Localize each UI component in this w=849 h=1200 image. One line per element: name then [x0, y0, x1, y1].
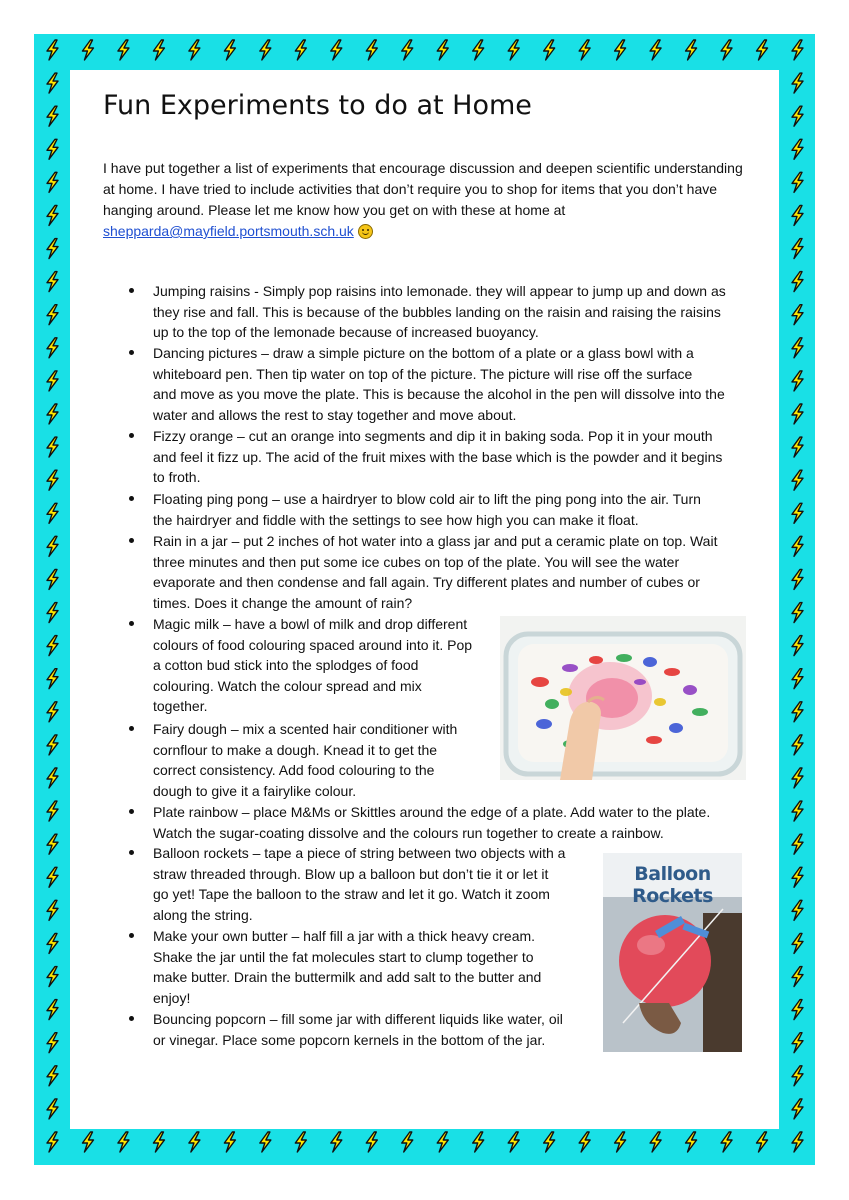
experiment-line: to froth. — [153, 469, 201, 486]
experiment-line: the hairdryer and fiddle with the settings to see how high you can make it float. — [153, 511, 639, 528]
experiment-line: Dancing pictures – draw a simple picture on the bottom of a plate or a glass bowl with a — [153, 345, 694, 361]
experiment-line: Watch the sugar-coating dissolve and the colours run together to create a rainbow. — [153, 824, 664, 841]
experiment-line: Fairy dough – mix a scented hair conditioner with — [153, 721, 458, 737]
magic-milk-photo — [500, 616, 746, 780]
experiment-item — [153, 489, 701, 530]
experiment-line: along the string. — [153, 906, 253, 923]
experiment-line: Floating ping pong – use a hairdryer to blow cold air to lift the ping pong into the air. Turn — [153, 491, 701, 507]
experiment-line: times. Does it change the amount of rain? — [153, 594, 413, 611]
experiment-line: dough to give it a fairylike colour. — [153, 782, 357, 799]
experiment-line: go yet! Tape the balloon to the straw and let it go. Watch it zoom — [153, 886, 550, 903]
experiment-line: they rise and fall. This is because of the bubbles landing on the raisin and raising the raisins — [153, 303, 721, 320]
experiment-line: colouring. Watch the colour spread and mix — [153, 677, 422, 694]
experiment-item — [153, 1009, 563, 1050]
balloon-rockets-title: Balloon Rockets — [632, 863, 713, 907]
smiling-face-icon — [358, 224, 373, 239]
experiment-item — [153, 802, 710, 843]
experiment-line: Magic milk – have a bowl of milk and drop different — [153, 616, 468, 632]
experiment-line: Make your own butter – half fill a jar with a thick heavy cream. — [153, 928, 536, 944]
experiment-line: and move as you move the plate. This is because the alcohol in the pen will dissolve into the — [153, 386, 725, 403]
email-link[interactable]: sheppardа@mayfield.portsmouth.sch.uk — [103, 223, 354, 239]
experiment-line: whiteboard pen. Then tip water on top of the picture. The picture will rise off the surface — [153, 365, 693, 382]
experiment-line: enjoy! — [153, 989, 191, 1006]
experiment-line: Shake the jar until the fat molecules start to clump together to — [153, 948, 534, 965]
experiment-line: colours of food colouring spaced around into it. Pop — [153, 636, 473, 653]
experiment-line: Jumping raisins - Simply pop raisins into lemonade. they will appear to jump up and down as — [153, 283, 726, 299]
experiment-item — [153, 614, 472, 717]
experiment-line: and feel it fizz up. The acid of the fruit mixes with the base which is the powder and it begins — [153, 448, 723, 465]
experiment-line: Rain in a jar – put 2 inches of hot water into a glass jar and put a ceramic plate on top. Wait — [153, 533, 718, 549]
experiment-line: water and allows the rest to stay together and move about. — [153, 406, 517, 423]
intro-text: I have put together a list of experiments that encourage discussion and deepen scientific understanding at home. I have tried to include activities that don’t require you to shop for items that you don’t have hanging around. Please let me know how you get on with these at home at — [103, 160, 743, 218]
experiment-line: a cotton bud stick into the splodges of food — [153, 657, 419, 674]
intro-paragraph — [103, 158, 753, 242]
experiment-line: correct consistency. Add food colouring to the — [153, 762, 435, 779]
experiment-line: Fizzy orange – cut an orange into segments and dip it in baking soda. Pop it in your mouth — [153, 428, 713, 444]
experiment-item — [153, 843, 565, 925]
experiment-line: make butter. Drain the buttermilk and add salt to the butter and — [153, 969, 542, 986]
experiment-line: up to the top of the lemonade because of increased buoyancy. — [153, 324, 539, 341]
experiment-item — [153, 926, 541, 1008]
experiment-line: cornflour to make a dough. Knead it to get the — [153, 741, 438, 758]
experiment-item — [153, 426, 722, 488]
experiment-line: three minutes and then put some ice cubes on top of the plate. You will see the water — [153, 553, 680, 570]
page-title: Fun Experiments to do at Home — [103, 90, 532, 121]
experiment-line: or vinegar. Place some popcorn kernels in the bottom of the jar. — [153, 1031, 546, 1048]
experiment-line: Plate rainbow – place M&Ms or Skittles around the edge of a plate. Add water to the plate. — [153, 804, 711, 820]
experiment-line: straw threaded through. Blow up a balloon but don’t tie it or let it — [153, 865, 549, 882]
experiment-item — [153, 719, 457, 801]
experiment-line: Bouncing popcorn – fill some jar with different liquids like water, oil — [153, 1011, 563, 1027]
balloon-rockets-photo — [603, 853, 742, 1052]
experiment-item — [153, 531, 717, 613]
experiment-line: together. — [153, 698, 208, 715]
experiment-item — [153, 281, 726, 343]
experiment-item — [153, 343, 725, 425]
experiment-line: Balloon rockets – tape a piece of string between two objects with a — [153, 845, 566, 861]
page-content — [70, 70, 779, 1129]
experiment-line: evaporate and then condense and fall again. Try different plates and number of cubes or — [153, 574, 700, 591]
